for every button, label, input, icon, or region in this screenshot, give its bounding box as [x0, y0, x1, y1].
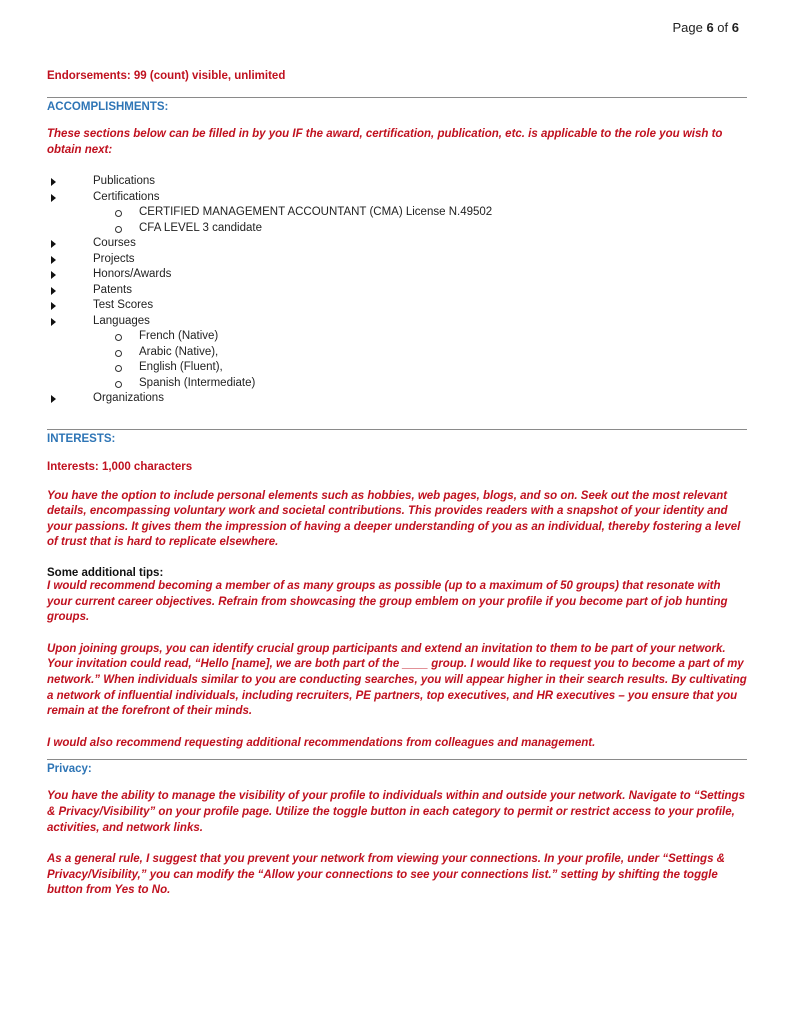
- accomplishment-item: [47, 252, 747, 268]
- triangle-bullet-icon: [51, 302, 56, 310]
- accomplishment-label: Languages: [93, 314, 150, 327]
- triangle-bullet-icon: [51, 256, 56, 264]
- page-prefix: Page: [672, 20, 703, 35]
- accomplishment-label: Organizations: [93, 392, 164, 405]
- accomplishment-label: Certifications: [93, 190, 160, 203]
- accomplishment-item: [47, 298, 747, 314]
- interests-limit: Interests: 1,000 characters: [47, 460, 193, 473]
- accomplishment-subitem-text: Arabic (Native),: [139, 345, 219, 358]
- accomplishment-label: Test Scores: [93, 299, 154, 312]
- triangle-bullet-icon: [51, 271, 56, 279]
- accomplishment-label: Honors/Awards: [93, 268, 172, 281]
- accomplishment-item: [47, 314, 747, 392]
- privacy-paragraph-1: You have the ability to manage the visibility of your profile to individuals within and outside your network. Navigate to “Settings & Privacy/Visibility” on your profile page. Utilize the toggle button in each category to permit or restrict access to your profile, activities, and network links.: [47, 790, 745, 834]
- accomplishments-heading: ACCOMPLISHMENTS:: [47, 101, 169, 113]
- accomplishment-label: Courses: [93, 237, 136, 250]
- accomplishment-subitem: [93, 360, 747, 376]
- accomplishment-subitem-text: CFA LEVEL 3 candidate: [139, 221, 262, 234]
- endorsements-line: Endorsements: 99 (count) visible, unlimited: [47, 70, 286, 82]
- accomplishments-intro: These sections below can be filled in by you IF the award, certification, publication, etc. is applicable to the role you wish to obtain next:: [47, 128, 723, 156]
- accomplishment-subitem-text: English (Fluent),: [139, 361, 223, 374]
- accomplishment-item: [47, 190, 747, 237]
- circle-bullet-icon: [115, 210, 122, 217]
- interests-paragraph: You have the option to include personal elements such as hobbies, web pages, blogs, and so on. Seek out the most relevant details, encompassing voluntary work and societal contributions. This provides readers with a snapshot of your identity and your passions. It gives them the impression of having a deeper understanding of you as an individual, thereby fostering a level of trust that is hard to replicate elsewhere.: [47, 489, 741, 549]
- accomplishment-subitem-text: CERTIFIED MANAGEMENT ACCOUNTANT (CMA) License N.49502: [139, 206, 493, 219]
- privacy-heading: Privacy:: [47, 763, 92, 776]
- accomplishment-label: Publications: [93, 175, 156, 188]
- page-of: of: [717, 20, 729, 35]
- privacy-paragraph-2: As a general rule, I suggest that you prevent your network from viewing your connections. In your profile, under “Settings & Privacy/Visibility,” you can modify the “Allow your connections to see your connections list.” setting by shifting the toggle button from Yes to No.: [47, 853, 725, 897]
- accomplishment-item: [47, 174, 747, 190]
- tips-paragraph-3: I would also recommend requesting additional recommendations from colleagues and management.: [47, 736, 596, 749]
- triangle-bullet-icon: [51, 318, 56, 326]
- accomplishment-subitem: [93, 345, 747, 361]
- section-divider: [47, 97, 747, 98]
- accomplishments-list: [47, 174, 747, 407]
- triangle-bullet-icon: [51, 240, 56, 248]
- accomplishment-sublist: [93, 329, 747, 391]
- interests-heading: INTERESTS:: [47, 432, 116, 445]
- accomplishment-item: [47, 283, 747, 299]
- circle-bullet-icon: [115, 334, 122, 341]
- accomplishment-sublist: [93, 205, 747, 236]
- accomplishment-subitem-text: French (Native): [139, 330, 219, 343]
- tips-label: Some additional tips:: [47, 567, 164, 580]
- page-current: 6: [706, 20, 714, 35]
- circle-bullet-icon: [115, 365, 122, 372]
- accomplishment-subitem: [93, 376, 747, 392]
- section-divider: [47, 429, 747, 430]
- triangle-bullet-icon: [51, 178, 56, 186]
- page-number: [672, 20, 739, 35]
- accomplishment-item: [47, 267, 747, 283]
- accomplishment-subitem: [93, 205, 747, 221]
- accomplishment-item: [47, 236, 747, 252]
- page-total: 6: [731, 20, 739, 35]
- triangle-bullet-icon: [51, 194, 56, 202]
- accomplishment-label: Projects: [93, 252, 135, 265]
- circle-bullet-icon: [115, 226, 122, 233]
- tips-paragraph-1: I would recommend becoming a member of as many groups as possible (up to a maximum of 50 groups) that resonate with your current career objectives. Refrain from showcasing the group emblem on your profile if you become part of job hunting groups.: [47, 580, 728, 624]
- accomplishment-label: Patents: [93, 283, 132, 296]
- accomplishment-subitem: [93, 329, 747, 345]
- triangle-bullet-icon: [51, 395, 56, 403]
- circle-bullet-icon: [115, 381, 122, 388]
- triangle-bullet-icon: [51, 287, 56, 295]
- section-divider: [47, 759, 747, 760]
- accomplishment-subitem-text: Spanish (Intermediate): [139, 376, 256, 389]
- accomplishment-subitem: [93, 221, 747, 237]
- accomplishment-item: [47, 391, 747, 407]
- tips-paragraph-2: Upon joining groups, you can identify crucial group participants and extend an invitation to them to be part of your network. Your invitation could read, “Hello [name], we are both part of the ____ group. I would like to request you to become a part of my network.” When individuals similar to you are conducting searches, you will appear higher in their search results. By cultivating a network of influential individuals, including recruiters, PE partners, top executives, and HR executives – you ensure that you remain at the forefront of their minds.: [47, 642, 747, 718]
- circle-bullet-icon: [115, 350, 122, 357]
- document-body: [47, 70, 747, 899]
